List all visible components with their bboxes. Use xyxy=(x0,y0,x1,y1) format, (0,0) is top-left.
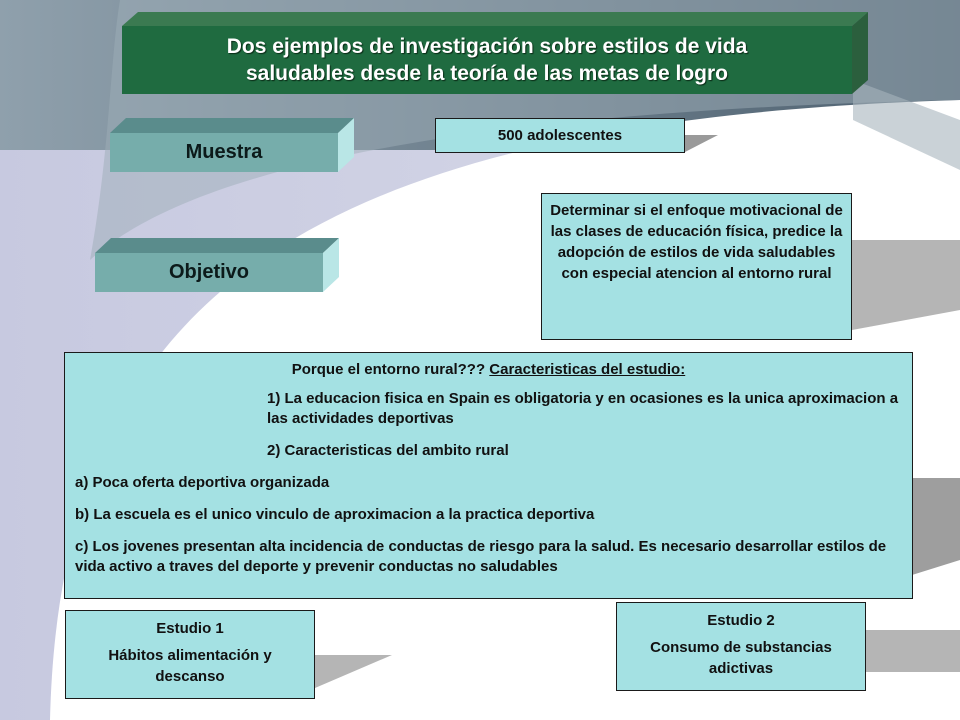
estudio-1-box xyxy=(65,610,315,699)
estudio-2-title: Estudio 2 xyxy=(707,612,775,629)
title-line-1: Dos ejemplos de investigación sobre estilos de vida xyxy=(226,35,748,58)
study-characteristics-box xyxy=(64,352,913,599)
point-1: 1) La educacion fisica en Spain es obligatoria y en ocasiones es la unica aproximacion a las actividades deportivas xyxy=(267,390,899,427)
title-line-2: saludables desde la teoría de las metas de logro xyxy=(245,62,728,85)
muestra-value: 500 adolescentes xyxy=(497,127,623,144)
estudio-1-title: Estudio 1 xyxy=(156,620,224,637)
characteristics-heading: Caracteristicas del estudio: xyxy=(489,361,686,378)
muestra-value-box xyxy=(435,118,685,153)
estudio-2-box xyxy=(616,602,866,691)
rural-question: Porque el entorno rural??? xyxy=(291,361,486,378)
characteristics-header xyxy=(75,360,902,380)
slide-title xyxy=(122,26,852,94)
point-2: 2) Caracteristicas del ambito rural xyxy=(267,442,509,459)
item-c: c) Los jovenes presentan alta incidencia de conductas de riesgo para la salud. Es necesario desarrollar estilos de vida activo a traves del deporte y prevenir conductas no saludables xyxy=(75,538,887,575)
muestra-label: Muestra xyxy=(185,141,263,163)
item-b: b) La escuela es el unico vinculo de aproximacion a la practica deportiva xyxy=(75,506,595,523)
objetivo-label: Objetivo xyxy=(168,261,249,283)
objetivo-text-box xyxy=(541,193,852,340)
objetivo-text: Determinar si el enfoque motivacional de las clases de educación física, predice la adopción de estilos de vida saludables con especial atencion al entorno rural xyxy=(550,202,843,282)
estudio-1-subtitle: Hábitos alimentación y descanso xyxy=(108,647,272,685)
estudio-2-subtitle: Consumo de substancias adictivas xyxy=(650,639,832,677)
item-a: a) Poca oferta deportiva organizada xyxy=(75,474,330,491)
